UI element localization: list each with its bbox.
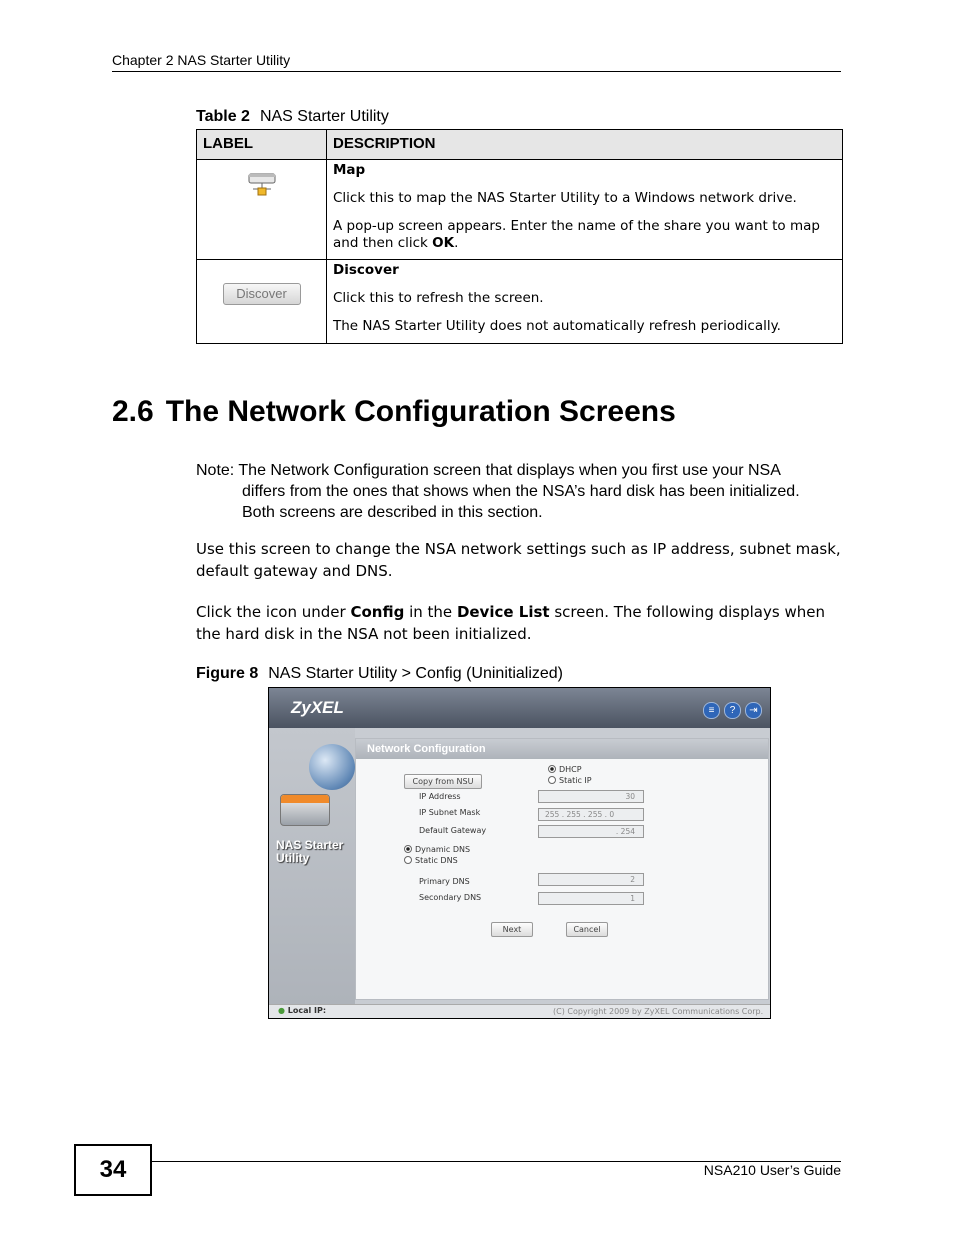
note-line-3: Both screens are described in this section.	[242, 504, 543, 521]
copy-from-nsu-button[interactable]: Copy from NSU	[404, 774, 482, 789]
paragraph-2: Click the icon under Config in the Device List screen. The following displays when the hard disk in the NSA not been initialized.	[196, 603, 825, 643]
section-number: 2.6	[112, 395, 154, 428]
secondary-dns-label: Secondary DNS	[419, 893, 482, 902]
radio-selected-icon	[404, 845, 412, 853]
register-icon[interactable]: ≡	[703, 702, 720, 719]
local-ip-label: ● Local IP:	[278, 1006, 327, 1015]
help-icon[interactable]: ?	[724, 702, 741, 719]
paragraph-1: Use this screen to change the NSA network settings such as IP address, subnet mask, default gateway and DNS.	[196, 540, 841, 580]
zyxel-logo: ZyXEL	[291, 698, 344, 717]
radio-icon	[548, 776, 556, 784]
exit-icon[interactable]: ⇥	[745, 702, 762, 719]
running-header: Chapter 2 NAS Starter Utility	[112, 52, 291, 68]
default-gateway-field[interactable]: . 254	[538, 825, 644, 838]
discover-title: Discover	[333, 262, 399, 278]
ip-address-label: IP Address	[419, 792, 461, 801]
discover-line-2: The NAS Starter Utility does not automatically refresh periodically.	[333, 318, 781, 334]
figure-label: Figure 8	[196, 665, 259, 682]
primary-dns-label: Primary DNS	[419, 877, 470, 886]
table-row	[197, 260, 843, 344]
dynamic-dns-radio[interactable]: Dynamic DNS	[404, 845, 470, 854]
next-button[interactable]: Next	[491, 922, 533, 937]
default-gateway-label: Default Gateway	[419, 826, 487, 835]
ip-address-field[interactable]: 30	[538, 790, 644, 803]
col-description: DESCRIPTION	[327, 130, 843, 160]
note-prefix: Note:	[196, 462, 235, 479]
config-screenshot	[268, 687, 771, 1019]
globe-icon	[309, 744, 355, 790]
panel-title: Network Configuration	[356, 739, 768, 759]
map-icon-cell	[197, 160, 327, 260]
table-row	[197, 160, 843, 260]
section-title: The Network Configuration Screens	[165, 395, 676, 428]
table-caption	[196, 108, 389, 126]
section-heading	[112, 395, 688, 429]
label-table	[196, 129, 843, 344]
figure-title: NAS Starter Utility > Config (Uninitialized)	[268, 665, 563, 682]
table-header-row	[197, 130, 843, 160]
app-title-bar	[269, 688, 770, 728]
map-line-1: Click this to map the NAS Starter Utility to a Windows network drive.	[333, 190, 797, 206]
cancel-button[interactable]: Cancel	[566, 922, 608, 937]
discover-button: Discover	[223, 283, 301, 305]
table-caption-title: NAS Starter Utility	[259, 108, 389, 125]
discover-line-1: Click this to refresh the screen.	[333, 290, 544, 306]
discover-icon-cell	[197, 260, 327, 344]
discover-description	[327, 260, 843, 344]
subnet-mask-label: IP Subnet Mask	[419, 808, 481, 817]
note	[196, 460, 846, 523]
header-rule	[112, 71, 841, 72]
static-dns-radio[interactable]: Static DNS	[404, 856, 458, 865]
secondary-dns-field[interactable]: 1	[538, 892, 644, 905]
map-description	[327, 160, 843, 260]
radio-selected-icon	[548, 765, 556, 773]
table-caption-label: Table 2	[196, 108, 250, 125]
status-dot-icon: ●	[278, 1006, 285, 1015]
page-number: 34	[74, 1144, 152, 1196]
subnet-mask-field[interactable]: 255 . 255 . 255 . 0	[538, 808, 644, 821]
primary-dns-field[interactable]: 2	[538, 873, 644, 886]
col-label: LABEL	[197, 130, 327, 160]
footer-guide-title: NSA210 User’s Guide	[703, 1162, 841, 1178]
figure-caption	[196, 665, 563, 683]
map-line-2: A pop-up screen appears. Enter the name of the share you want to map and then click OK.	[333, 218, 820, 251]
config-panel	[355, 738, 769, 1000]
map-title: Map	[333, 162, 366, 178]
status-bar	[269, 1004, 770, 1019]
app-name: NAS Starter Utility	[276, 838, 344, 865]
map-drive-icon	[247, 171, 277, 197]
nas-device-icon	[280, 794, 330, 826]
copyright-text: (C) Copyright 2009 by ZyXEL Communications Corp.	[553, 1007, 764, 1016]
note-line-1: The Network Configuration screen that displays when you first use your NSA	[238, 462, 781, 479]
static-ip-radio[interactable]: Static IP	[548, 776, 592, 785]
note-line-2: differs from the ones that shows when the NSA’s hard disk has been initialized.	[242, 483, 800, 500]
app-sidebar	[269, 728, 355, 1004]
dhcp-radio[interactable]: DHCP	[548, 765, 582, 774]
radio-icon	[404, 856, 412, 864]
